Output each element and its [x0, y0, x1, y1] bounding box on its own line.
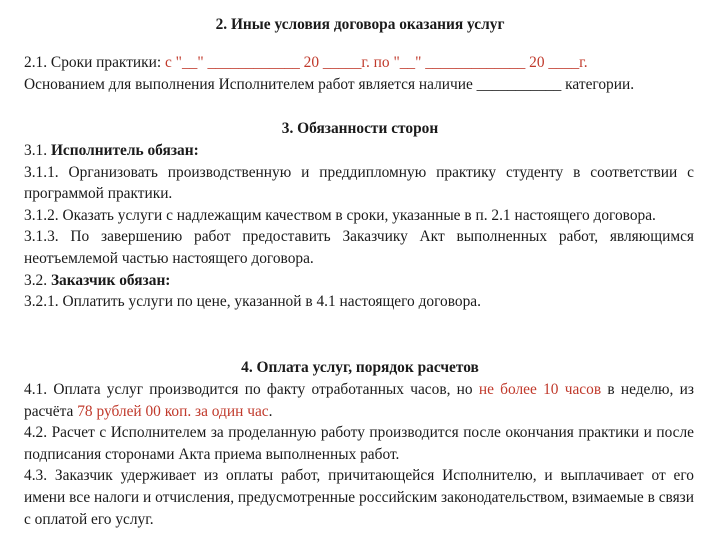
- section4-heading: 4. Оплата услуг, порядок расчетов: [241, 359, 479, 376]
- section4-body: [24, 379, 694, 530]
- hourly-rate: 78 рублей 00 коп. за один час: [77, 402, 269, 420]
- clause-3-2-num: 3.2.: [24, 271, 51, 289]
- clause-4-1-c: .: [268, 402, 273, 420]
- clause-3-2: [24, 270, 694, 292]
- section3-heading: 3. Обязанности сторон: [281, 120, 439, 137]
- clause-4-2: 4.2. Расчет с Исполнителем за проделанную работу производится после окончания практики и после подписания сторонами Акта приема выполненных работ.: [24, 424, 694, 463]
- clause-2-1-prefix: 2.1. Сроки практики:: [24, 54, 165, 71]
- hours-limit: не более 10 часов: [478, 381, 602, 398]
- section3-body: [24, 140, 694, 313]
- clause-3-1: [24, 140, 694, 162]
- clause-3-1-num: 3.1.: [24, 142, 51, 159]
- practice-dates: с "__" ____________ 20 _____г. по "__" _____________ 20 ____г.: [165, 54, 588, 71]
- section2-heading: 2. Иные условия договора оказания услуг: [215, 16, 505, 33]
- clause-3-2-1: 3.2.1. Оплатить услуги по цене, указанной в 4.1 настоящего договора.: [24, 293, 481, 311]
- clause-4-3: 4.3. Заказчик удерживает из оплаты работ, причитающейся Исполнителю, и выплачивает от его имени все налоги и отчисления, предусмотренные российским законодательством, взимаемые в связи с оплатой его услуг.: [24, 467, 694, 528]
- clause-4-1: [24, 379, 694, 422]
- clause-3-1-title: Исполнитель обязан:: [50, 142, 199, 159]
- clause-2-1: [24, 52, 694, 74]
- clause-3-2-title: Заказчик обязан:: [50, 271, 171, 289]
- clause-4-1-a: 4.1. Оплата услуг производится по факту отработанных часов, но: [24, 381, 479, 398]
- clause-2-basis: Основанием для выполнения Исполнителем работ является наличие ___________ категории.: [24, 75, 635, 93]
- clause-4-1-b: в неделю, из расчёта: [24, 381, 694, 420]
- clause-3-1-3: 3.1.3. По завершению работ предоставить Заказчику Акт выполненных работ, являющимся неотъемлемой частью настоящего договора.: [24, 228, 694, 267]
- clause-3-1-1: 3.1.1. Организовать производственную и преддипломную практику студенту в соответствии с программой практики.: [24, 163, 694, 203]
- section2-body: [24, 52, 694, 95]
- clause-3-1-2: 3.1.2. Оказать услуги с надлежащим качеством в сроки, указанные в п. 2.1 настоящего договора.: [24, 206, 656, 224]
